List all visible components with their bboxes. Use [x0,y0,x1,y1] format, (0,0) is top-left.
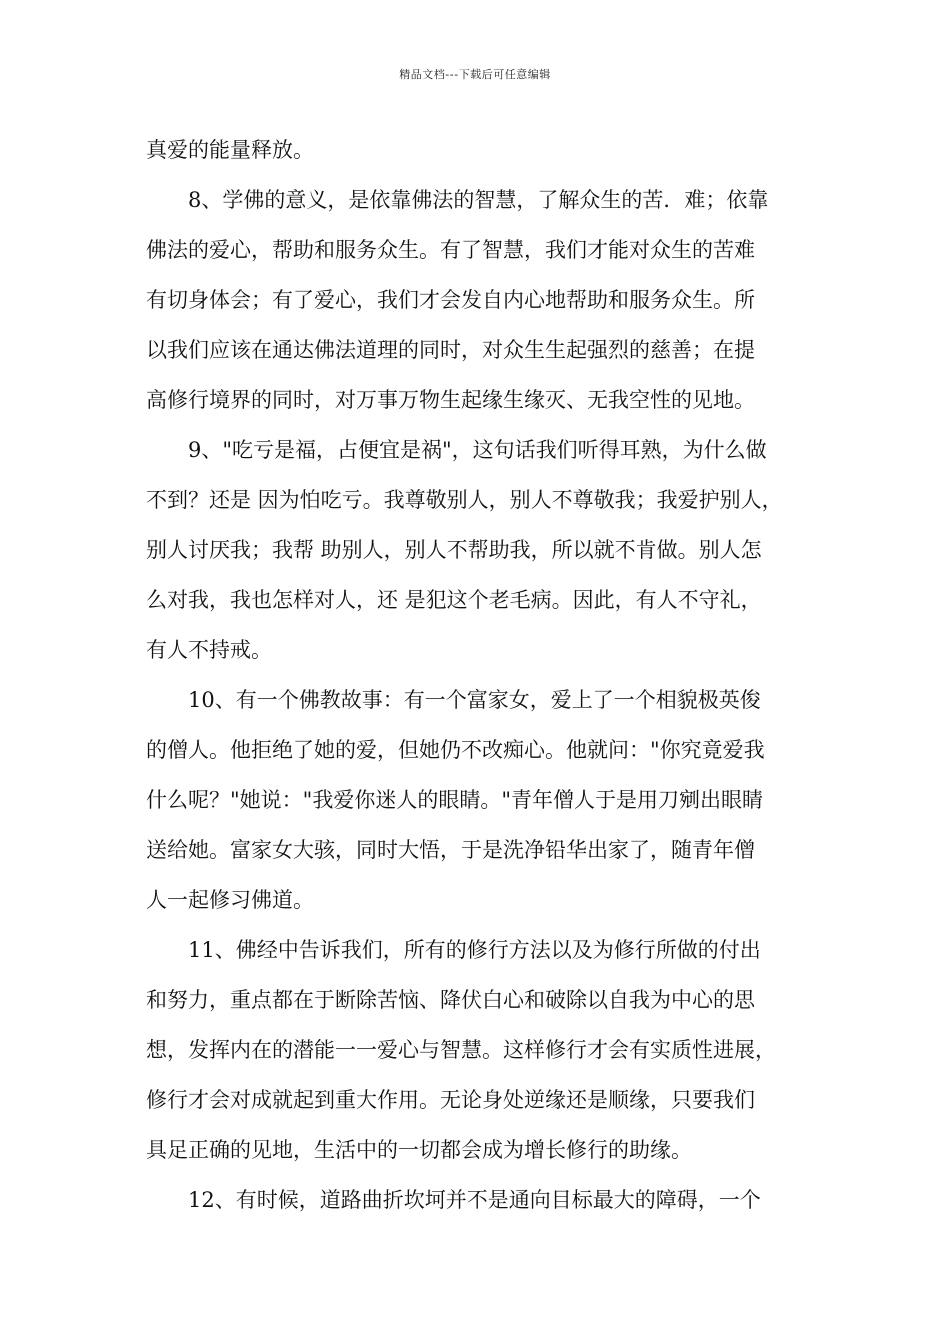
text-line: 8、学佛的意义，是依靠佛法的智慧，了解众生的苦．难；依靠 [188,188,769,212]
text-line: 么对我，我也怎样对人，还 是犯这个老毛病。因此，有人不守礼， [146,588,762,612]
text-line: 的僧人。他拒绝了她的爱，但她仍不改痴心。他就问："你究竟爱我 [146,738,765,762]
text-line: 12、有时候，道路曲折坎坷并不是通向目标最大的障碍，一个 [188,1188,761,1212]
text-line: 有人不持戒。 [146,638,272,662]
text-line: 别人讨厌我；我帮 助别人，别人不帮助我，所以就不肯做。别人怎 [146,538,762,562]
text-line: 11、佛经中告诉我们，所有的修行方法以及为修行所做的付出 [188,938,761,962]
text-line: 想，发挥内在的潜能一一爱心与智慧。这样修行才会有实质性进展， [146,1038,776,1062]
text-line: 10、有一个佛教故事：有一个富家女，爱上了一个相貌极英俊 [188,688,761,712]
text-line: 和努力，重点都在于断除苦恼、降伏白心和破除以自我为中心的思 [146,988,755,1012]
text-line: 修行才会对成就起到重大作用。无论身处逆缘还是顺缘，只要我们 [146,1088,755,1112]
text-line: 送给她。富家女大骇，同时大悟，于是洗净铅华出家了，随青年僧 [146,838,755,862]
text-line: 人一起修习佛道。 [146,888,314,912]
text-line: 高修行境界的同时，对万事万物生起缘生缘灭、无我空性的见地。 [146,388,755,412]
body-text [146,125,806,1225]
page-header: 精品文档---下载后可任意编辑 [399,68,551,81]
text-line: 以我们应该在通达佛法道理的同时，对众生生起强烈的慈善；在提 [146,338,755,362]
text-line: 有切身体会；有了爱心，我们才会发自内心地帮助和服务众生。所 [146,288,755,312]
text-line: 9、"吃亏是福，占便宜是祸"，这句话我们听得耳熟，为什么做 [188,438,767,462]
text-line: 什么呢？"她说："我爱你迷人的眼睛。"青年僧人于是用刀剜出眼睛 [146,788,763,812]
text-line: 具足正确的见地，生活中的一切都会成为增长修行的助缘。 [146,1138,692,1162]
text-line: 不到？还是 因为怕吃亏。我尊敬别人，别人不尊敬我；我爱护别人， [146,488,783,512]
text-line: 真爱的能量释放。 [146,138,314,162]
text-line: 佛法的爱心，帮助和服务众生。有了智慧，我们才能对众生的苦难 [146,238,755,262]
